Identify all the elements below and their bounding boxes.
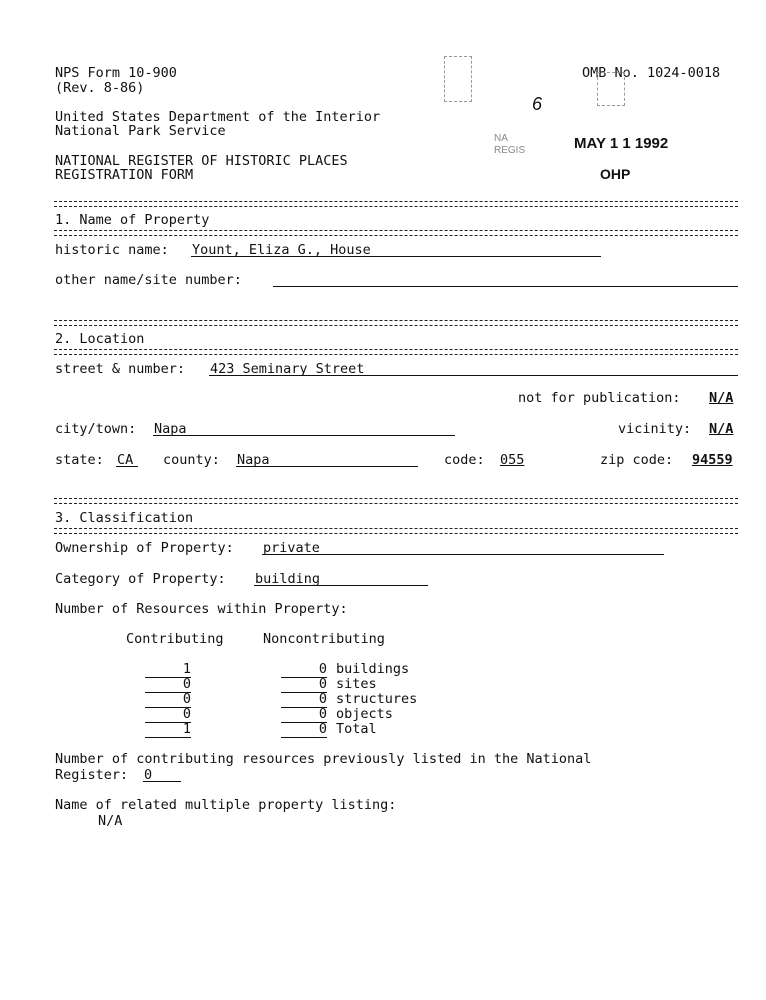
code-value: 055: [500, 452, 525, 468]
noncontributing-header: Noncontributing: [263, 631, 385, 647]
section3-title: 3. Classification: [55, 510, 194, 526]
section1-title: 1. Name of Property: [55, 212, 210, 228]
city-underline: [153, 435, 455, 436]
resource-noncontributing-count: 0: [281, 661, 327, 678]
received-date-stamp: MAY 1 1 1992: [574, 135, 669, 152]
code-label: code:: [444, 452, 485, 468]
stamp-mark-left: [444, 56, 472, 102]
resource-type: sites: [336, 676, 377, 692]
section-divider: [54, 528, 738, 534]
previously-listed-value: 0: [144, 767, 153, 783]
stamp-faint-text-1: NA: [494, 133, 508, 144]
state-label: state:: [55, 452, 104, 468]
form-revision: (Rev. 8-86): [55, 80, 145, 96]
vicinity-label: vicinity:: [618, 421, 692, 437]
ownership-label: Ownership of Property:: [55, 540, 234, 556]
category-label: Category of Property:: [55, 571, 226, 587]
resource-noncontributing-count: 0: [281, 706, 327, 723]
street-label: street & number:: [55, 361, 186, 377]
resource-contributing-count: 0: [145, 691, 191, 708]
resource-contributing-count: 0: [145, 676, 191, 693]
state-value: CA: [117, 452, 134, 468]
not-for-publication-label: not for publication:: [518, 390, 681, 406]
ohp-stamp: OHP: [600, 166, 631, 182]
department: United States Department of the Interior: [55, 109, 381, 125]
resource-type: Total: [336, 721, 377, 737]
resource-contributing-count: 0: [145, 706, 191, 723]
historic-name-value: Yount, Eliza G., House: [192, 242, 371, 258]
zip-label: zip code:: [600, 452, 674, 468]
vicinity-value: N/A: [709, 421, 734, 437]
section-divider: [54, 320, 738, 326]
stamp-mark-right: [597, 72, 625, 106]
historic-name-label: historic name:: [55, 242, 169, 258]
other-name-underline: [273, 286, 738, 287]
form-title: REGISTRATION FORM: [55, 167, 194, 183]
zip-value: 94559: [692, 452, 733, 468]
omb-number: OMB No. 1024-0018: [582, 65, 721, 81]
other-name-label: other name/site number:: [55, 272, 242, 288]
stamp-faint-text-2: REGIS: [494, 145, 526, 156]
county-label: county:: [163, 452, 220, 468]
handwritten-number: 6: [532, 94, 543, 114]
multiple-listing-label: Name of related multiple property listing:: [55, 797, 397, 813]
form-number: NPS Form 10-900: [55, 65, 177, 81]
street-value: 423 Seminary Street: [210, 361, 365, 377]
city-label: city/town:: [55, 421, 137, 437]
resource-noncontributing-count: 0: [281, 676, 327, 693]
resource-contributing-count: 1: [145, 661, 191, 678]
resource-contributing-count: 1: [145, 721, 191, 738]
register-title: NATIONAL REGISTER OF HISTORIC PLACES: [55, 153, 348, 169]
city-value: Napa: [154, 421, 187, 437]
county-value: Napa: [237, 452, 270, 468]
section-divider: [54, 349, 738, 355]
section-divider: [54, 201, 738, 207]
section-divider: [54, 230, 738, 236]
resource-type: buildings: [336, 661, 410, 677]
resource-type: structures: [336, 691, 418, 707]
ownership-value: private: [263, 540, 320, 556]
service: National Park Service: [55, 123, 226, 139]
resources-label: Number of Resources within Property:: [55, 601, 348, 617]
resource-noncontributing-count: 0: [281, 691, 327, 708]
ownership-underline: [262, 554, 664, 555]
not-for-publication-value: N/A: [709, 390, 734, 406]
previously-listed-text-line1: Number of contributing resources previously listed in the National: [55, 751, 592, 767]
previously-listed-text-line2: Register:: [55, 767, 129, 783]
multiple-listing-value: N/A: [98, 813, 123, 829]
resource-noncontributing-count: 0: [281, 721, 327, 738]
contributing-header: Contributing: [126, 631, 224, 647]
section-divider: [54, 498, 738, 504]
category-value: building: [255, 571, 321, 587]
resource-type: objects: [336, 706, 393, 722]
section2-title: 2. Location: [55, 331, 145, 347]
